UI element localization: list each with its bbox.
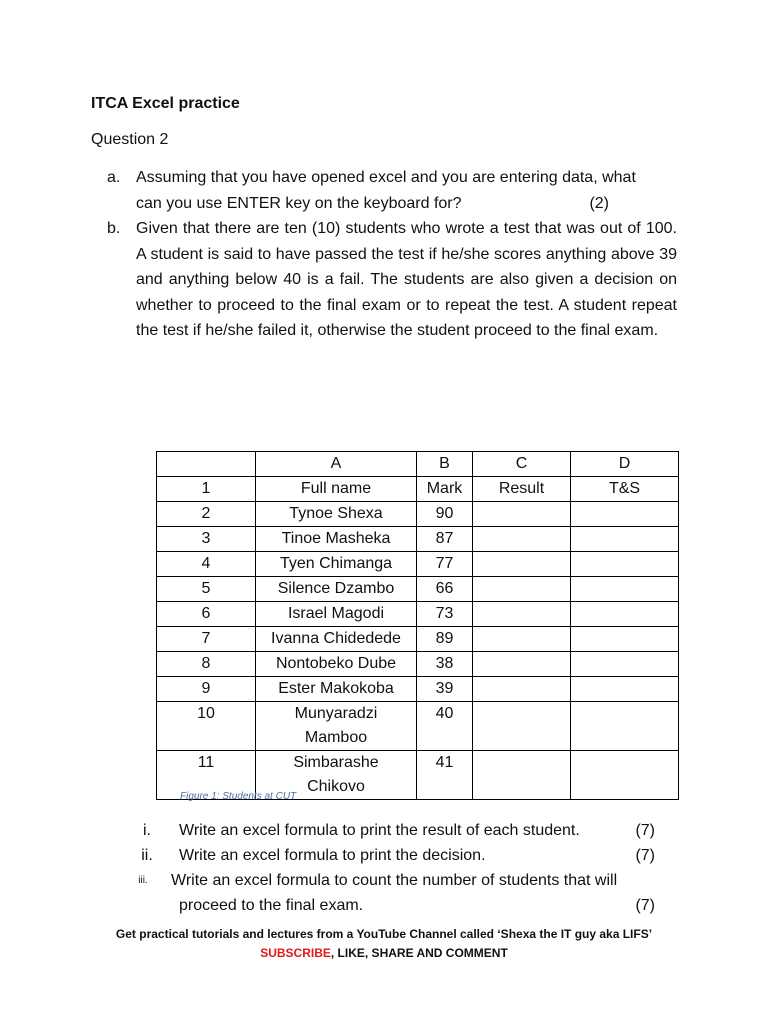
- sub-text-wrap: [179, 818, 675, 843]
- cell-num: 10: [157, 702, 256, 751]
- header-cell: [157, 452, 256, 477]
- cell-ts: [571, 751, 679, 800]
- cell-result: [473, 552, 571, 577]
- cell-result: [473, 502, 571, 527]
- table-row: [157, 627, 679, 652]
- cell-result: [473, 577, 571, 602]
- cell-name: Silence Dzambo: [256, 577, 417, 602]
- cell-name: Munyaradzi Mamboo: [256, 702, 417, 751]
- item-a-marks: (2): [589, 194, 609, 212]
- footer-line2: [0, 944, 768, 963]
- cell-name: Ester Makokoba: [256, 677, 417, 702]
- sub-text-wrap: [179, 843, 675, 868]
- cell-num: 7: [157, 627, 256, 652]
- item-a-line2: can you use ENTER key on the keyboard for?: [136, 194, 462, 212]
- table-row: [157, 702, 679, 751]
- sub-questions: [115, 818, 675, 918]
- footer-line1: Get practical tutorials and lectures from a YouTube Channel called ‘Shexa the IT guy aka LIFS’: [115, 927, 653, 941]
- cell-name: Israel Magodi: [256, 602, 417, 627]
- cell-result: Result: [473, 477, 571, 502]
- sub-marks: (7): [635, 847, 655, 864]
- cell-name: Tyen Chimanga: [256, 552, 417, 577]
- cell-ts: [571, 577, 679, 602]
- footer-rest: , LIKE, SHARE AND COMMENT: [330, 946, 508, 960]
- cell-name: Full name: [256, 477, 417, 502]
- cell-num: 8: [157, 652, 256, 677]
- cell-name: Nontobeko Dube: [256, 652, 417, 677]
- cell-mark: 41: [417, 751, 473, 800]
- cell-mark: 89: [417, 627, 473, 652]
- cell-ts: [571, 527, 679, 552]
- cell-mark: 77: [417, 552, 473, 577]
- cell-num: 6: [157, 602, 256, 627]
- sub-question-i: [115, 818, 675, 843]
- sub-marker: iii.: [138, 875, 148, 886]
- sub-marker: i.: [143, 822, 151, 839]
- cell-num: 11: [157, 751, 256, 800]
- cell-ts: [571, 652, 679, 677]
- cell-name: Simbarashe Chikovo: [256, 751, 417, 800]
- cell-mark: 73: [417, 602, 473, 627]
- students-table: [156, 451, 679, 800]
- cell-ts: [571, 602, 679, 627]
- cell-ts: [571, 677, 679, 702]
- table-row: [157, 577, 679, 602]
- cell-num: 5: [157, 577, 256, 602]
- item-a-line2-row: [136, 191, 677, 217]
- sub-marks: (7): [635, 822, 655, 839]
- sub-marker: ii.: [141, 847, 153, 864]
- cell-result: [473, 751, 571, 800]
- sub-text-line1: Write an excel formula to count the number of students that will: [171, 872, 618, 889]
- sub-text: Write an excel formula to print the decision.: [179, 847, 486, 864]
- table-row: [157, 652, 679, 677]
- cell-ts: [571, 552, 679, 577]
- cell-name: Ivanna Chidedede: [256, 627, 417, 652]
- footer: [0, 925, 768, 963]
- subscribe-text: SUBSCRIBE: [260, 946, 331, 960]
- sub-row: [171, 893, 675, 918]
- cell-num: 4: [157, 552, 256, 577]
- table-row: [157, 602, 679, 627]
- cell-result: [473, 602, 571, 627]
- cell-num: 2: [157, 502, 256, 527]
- table-row: [157, 527, 679, 552]
- question-item-b: [107, 216, 677, 344]
- question-item-a: [107, 165, 677, 216]
- cell-result: [473, 627, 571, 652]
- cell-result: [473, 677, 571, 702]
- header-cell: B: [417, 452, 473, 477]
- cell-result: [473, 702, 571, 751]
- cell-result: [473, 652, 571, 677]
- sub-text-wrap: [171, 868, 675, 918]
- cell-mark: 90: [417, 502, 473, 527]
- sub-marks: (7): [635, 897, 655, 914]
- sub-row: [179, 818, 675, 843]
- header-cell: C: [473, 452, 571, 477]
- item-text: [136, 165, 677, 216]
- cell-ts: T&S: [571, 477, 679, 502]
- cell-num: 3: [157, 527, 256, 552]
- sub-question-iii: [115, 868, 675, 918]
- table-caption: Figure 1: Students at CUT: [180, 791, 297, 802]
- cell-ts: [571, 627, 679, 652]
- document-title: ITCA Excel practice: [91, 95, 240, 112]
- item-marker: a.: [107, 169, 121, 186]
- cell-mark: 66: [417, 577, 473, 602]
- sub-text-line2: proceed to the final exam.: [179, 897, 364, 914]
- cell-ts: [571, 502, 679, 527]
- cell-ts: [571, 702, 679, 751]
- item-a-line1: Assuming that you have opened excel and you are entering data, what: [136, 169, 636, 186]
- question-items: [107, 165, 677, 344]
- cell-mark: 87: [417, 527, 473, 552]
- sub-question-ii: [115, 843, 675, 868]
- cell-name: Tinoe Masheka: [256, 527, 417, 552]
- cell-name: Tynoe Shexa: [256, 502, 417, 527]
- cell-mark: 40: [417, 702, 473, 751]
- item-b-text: Given that there are ten (10) students who wrote a test that was out of 100. A student is said to have passed the test if he/she scores anything above 39 and anything below 40 is a fail. The students are also given a decision on whether to proceed to the final exam or to repeat the test. A student repeat the test if he/she failed it, otherwise the student proceed to the final exam.: [136, 220, 677, 339]
- question-heading: Question 2: [91, 131, 169, 148]
- sub-row: [179, 843, 675, 868]
- table-row: [157, 677, 679, 702]
- table-row: [157, 477, 679, 502]
- cell-mark: 38: [417, 652, 473, 677]
- item-marker: b.: [107, 220, 121, 237]
- cell-num: 1: [157, 477, 256, 502]
- cell-mark: Mark: [417, 477, 473, 502]
- cell-result: [473, 527, 571, 552]
- header-cell: A: [256, 452, 417, 477]
- table-row: [157, 552, 679, 577]
- column-header-row: [157, 452, 679, 477]
- cell-num: 9: [157, 677, 256, 702]
- header-cell: D: [571, 452, 679, 477]
- table-row: [157, 502, 679, 527]
- cell-mark: 39: [417, 677, 473, 702]
- sub-text: Write an excel formula to print the result of each student.: [179, 822, 580, 839]
